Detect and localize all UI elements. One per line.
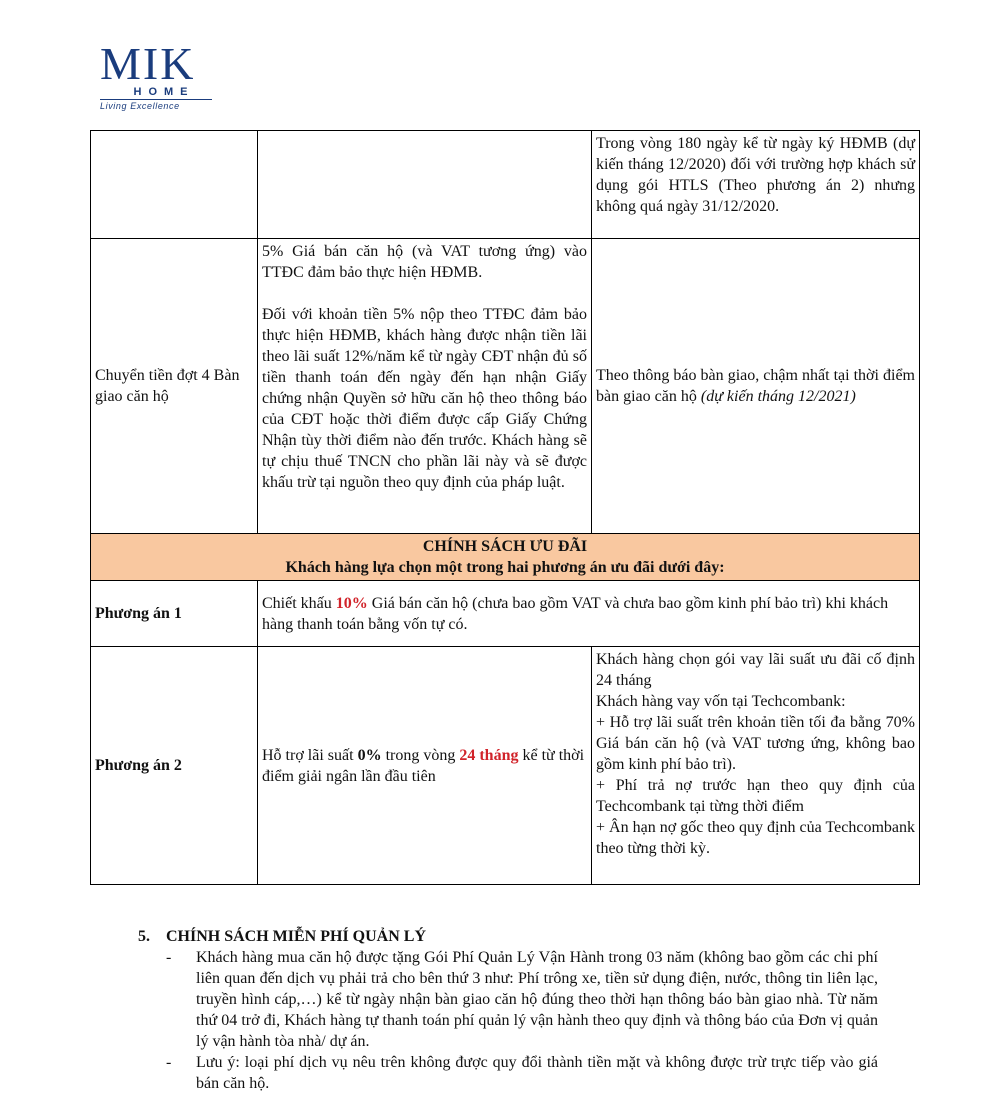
loan-detail-line: + Phí trả nợ trước hạn theo quy định của Techcombank tại từng thời điểm <box>596 777 915 815</box>
policy-title: CHÍNH SÁCH ƯU ĐÃI <box>422 538 588 555</box>
option-1-discount: 10% <box>335 594 368 612</box>
option-1-text-after: Giá bán căn hộ (chưa bao gồm VAT và chưa bao gồm kinh phí bảo trì) khi khách hàng thanh toán bằng vốn tự có. <box>262 594 889 633</box>
section-management-fee <box>138 926 878 1094</box>
table-cell <box>91 131 258 239</box>
payment-policy-table <box>90 130 920 885</box>
installment-description <box>258 239 592 534</box>
loan-detail-line: Khách hàng chọn gói vay lãi suất ưu đãi cố định 24 tháng <box>596 651 915 689</box>
loan-detail-line: Khách hàng vay vốn tại Techcombank: <box>596 693 846 710</box>
section-title: CHÍNH SÁCH MIỄN PHÍ QUẢN LÝ <box>166 928 427 945</box>
option-2-label: Phương án 2 <box>91 647 258 885</box>
paragraph-gap <box>262 283 587 304</box>
logo-sub: HOME <box>133 86 195 98</box>
timing-estimate: (dự kiến tháng 12/2021) <box>700 388 856 405</box>
logo-divider <box>100 99 212 100</box>
option-2-duration: 24 tháng <box>459 746 519 764</box>
table-row <box>91 131 920 239</box>
section-heading <box>138 926 878 947</box>
option-1-row <box>91 581 920 647</box>
list-item <box>166 947 878 1052</box>
table-cell <box>258 131 592 239</box>
option-1-description <box>258 581 920 647</box>
table-cell: Trong vòng 180 ngày kể từ ngày ký HĐMB (dự kiến tháng 12/2020) đối với trường hợp khách sử dụng gói HTLS (Theo phương án 2) nhưng không quá ngày 31/12/2020. <box>592 131 920 239</box>
logo-wordmark <box>100 38 220 89</box>
loan-detail-line: + Ân hạn nợ gốc theo quy định của Techcombank theo từng thời kỳ. <box>596 819 915 857</box>
option-2-rate: 0% <box>357 746 382 764</box>
option-1-text-before: Chiết khấu <box>262 594 336 612</box>
bullet-dash: - <box>166 1054 172 1071</box>
policy-header-row <box>91 534 920 581</box>
table-row <box>91 239 920 534</box>
option-1-label: Phương án 1 <box>91 581 258 647</box>
bullet-dash: - <box>166 949 172 966</box>
loan-detail-line: + Hỗ trợ lãi suất trên khoản tiền tối đa bằng 70% Giá bán căn hộ (và VAT tương ứng, không bao gồm kinh phí bảo trì). <box>596 714 915 773</box>
company-logo <box>100 38 220 111</box>
option-2-description <box>258 647 592 885</box>
installment-label: Chuyển tiền đợt 4 Bàn giao căn hộ <box>91 239 258 534</box>
logo-letter-m: M <box>100 38 143 89</box>
option-2-text-before: Hỗ trợ lãi suất <box>262 746 358 764</box>
option-2-loan-details <box>592 647 920 885</box>
option-2-text-after: kể từ thời điểm giải ngân lần đầu tiên <box>262 746 585 785</box>
section-number: 5. <box>138 928 150 945</box>
logo-letter-k: K <box>160 38 196 89</box>
option-2-text-mid: trong vòng <box>381 746 460 764</box>
installment-paragraph-2: Đối với khoản tiền 5% nộp theo TTĐC đảm bảo thực hiện HĐMB, khách hàng được nhận tiền lãi theo lãi suất 12%/năm kể từ ngày CĐT nhận đủ số tiền thanh toán đến ngày đến hạn nhận Giấy chứng nhận Quyền sở hữu căn hộ theo thông báo của CĐT hoặc thời điểm được cấp Giấy Chứng Nhận tùy thời điểm nào đến trước. Khách hàng sẽ tự chịu thuế TNCN cho phần lãi này và sẽ được khấu trừ tại nguồn theo quy định của pháp luật. <box>262 306 587 491</box>
logo-tagline: Living Excellence <box>100 101 180 111</box>
policy-header <box>91 534 920 581</box>
option-2-row <box>91 647 920 885</box>
installment-paragraph-1: 5% Giá bán căn hộ (và VAT tương ứng) vào TTĐC đảm bảo thực hiện HĐMB. <box>262 243 587 281</box>
logo-letter-i: I <box>142 38 161 89</box>
bullet-text: Khách hàng mua căn hộ được tặng Gói Phí Quản Lý Vận Hành trong 03 năm (không bao gồm các chi phí liên quan đến dịch vụ phải trả cho bên thứ 3 như: Phí trông xe, tiền sử dụng điện, nước, thông tin liên lạc, truyền hình cáp,…) kể từ ngày nhận bàn giao căn hộ đúng theo thời hạn thông báo bàn giao nhà. Từ năm thứ 04 trở đi, Khách hàng tự thanh toán phí quản lý vận hành theo quy định và thông báo của Đơn vị quản lý vận hành tòa nhà/ dự án. <box>196 949 878 1050</box>
bullet-text: Lưu ý: loại phí dịch vụ nêu trên không được quy đổi thành tiền mặt và không được trừ trực tiếp vào giá bán căn hộ. <box>196 1054 878 1092</box>
timing-text: Theo thông báo bàn giao, chậm nhất tại thời điểm bàn giao căn hộ <box>596 367 915 405</box>
policy-subtitle: Khách hàng lựa chọn một trong hai phương án ưu đãi dưới đây: <box>285 559 725 576</box>
list-item <box>166 1052 878 1094</box>
installment-timing <box>592 239 920 534</box>
